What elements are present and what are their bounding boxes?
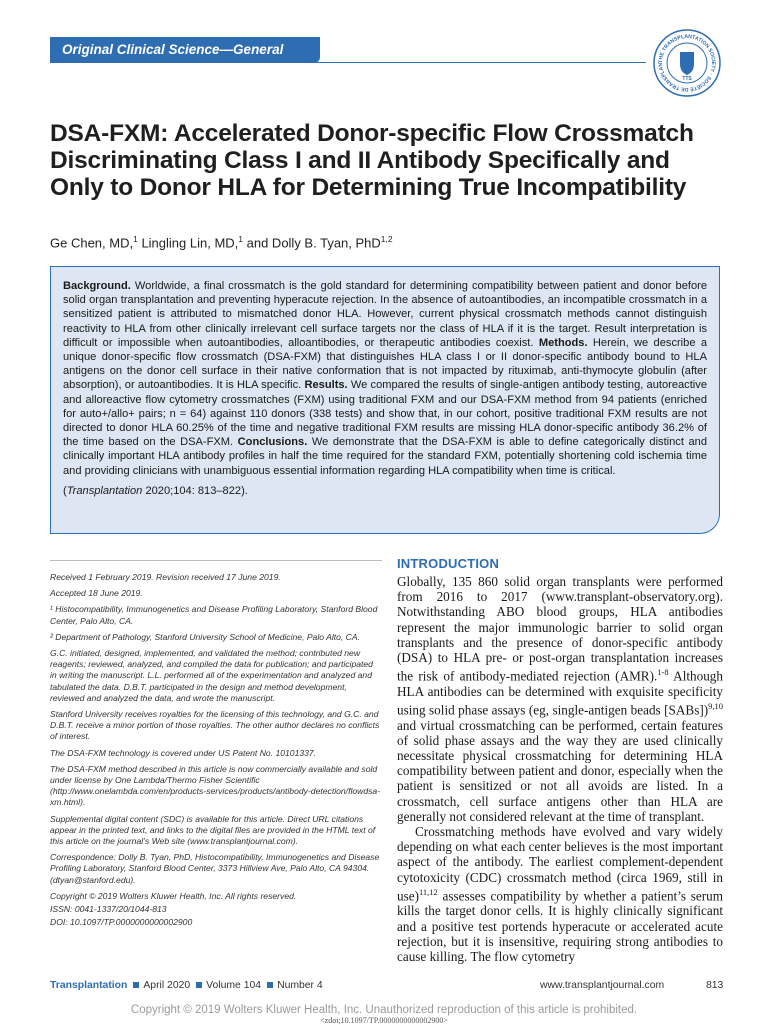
page-number: 813 — [706, 980, 724, 991]
author-1: Ge Chen, MD, — [50, 235, 134, 251]
abstract-methods-label: Methods. — [538, 336, 588, 349]
note-affiliation-1: ¹ Histocompatibility, Immunogenetics and Disease Profiling Laboratory, Stanford Blood Center, Palo Alto, CA. — [50, 604, 378, 626]
note-supplemental: Supplemental digital content (SDC) is available for this article. Direct URL citations appear in the printed text, and links to the digital files are provided in the HTML text of this article on the journal’s Web site (www.transplantjournal.com). — [50, 813, 376, 847]
footer-journal-info — [50, 980, 323, 991]
intro-p1-ref-b: 9,10 — [708, 701, 723, 712]
intro-p1-text-a: Globally, 135 860 solid organ transplants were performed from 2016 to 2017 (www.transplant-observatory.org). Notwithstanding ABO blood groups, HLA antibodies represent the major immunologic barrier to solid organ transplants and the presence of donor-specific antibody (DSA) to HLA pre- or post-organ transplantation increases the risk of antibody-mediated rejection (AMR). — [397, 574, 723, 684]
seal-ring-text: THE TRANSPLANTATION SOCIETY · SOCIÉTÉ DE TRANSPLAN — [657, 33, 717, 93]
square-bullet-icon — [196, 982, 202, 988]
introduction-body — [397, 574, 723, 964]
note-doi: DOI: 10.1097/TP.0000000000002900 — [50, 917, 193, 928]
citation-open: ( — [63, 484, 67, 497]
intro-p1-text-c: and virtual crossmatching can be performed, certain features of solid phase assays and the way they are used clinically necessitate physical crossmatching for determining HLA compatibility between patient and donor, especially when the patient is sensitized or not all avoids are listed. In a crossmatch, cell surface antigens other than HLA are generally not considered relevant at the time of transplant. — [397, 717, 723, 824]
author-1-affiliation: 1 — [133, 234, 138, 244]
article-title: DSA-FXM: Accelerated Donor-specific Flow Crossmatch Discriminating Class I and II Antibody Specifically and Only to Donor HLA for Determining True Incompatibility — [50, 120, 694, 201]
abstract-results-label: Results. — [304, 379, 348, 392]
note-correspondence: Correspondence: Dolly B. Tyan, PhD, Histocompatibility, Immunogenetics and Disease Profiling Laboratory, Stanford Blood Center, 3373 Hillview Ave, Palo Alto, CA 94304. (dtyan@stanford.edu). — [50, 852, 380, 885]
article-notes — [50, 572, 382, 933]
abstract-text — [63, 279, 707, 478]
doi-stamp: <zdoi;10.1097/TP.0000000000002900> — [320, 1016, 448, 1025]
note-license: The DSA-FXM method described in this article is now commercially available and sold under license by One Lambda/Thermo Fisher Scientific (http://www.onelambda.com/en/products-services/products/antibody-detection/flowdsa-xm.html). — [50, 763, 381, 808]
intro-paragraph-2 — [397, 824, 723, 964]
notes-rule — [50, 560, 382, 561]
intro-p1-ref-a: 1-8 — [657, 667, 669, 678]
intro-p2-text-a: Crossmatching methods have evolved and vary widely depending on what each center believes is the most important aspect of the antibody. The earliest complement-dependent cytotoxicity (CDC) crossmatch method (circa 1969, still in use) — [397, 824, 723, 904]
footer-number: Number 4 — [277, 980, 323, 991]
intro-p2-ref-a: 11,12 — [418, 886, 438, 897]
square-bullet-icon — [267, 982, 273, 988]
citation-rest: 2020;104: 813–822). — [142, 484, 248, 497]
note-accepted: Accepted 18 June 2019. — [50, 588, 143, 599]
section-label: Original Clinical Science—General — [50, 37, 320, 63]
seal-center-text: TTS — [682, 76, 692, 82]
header-rule — [50, 62, 646, 63]
intro-paragraph-1 — [397, 574, 723, 824]
footer-volume: Volume 104 — [206, 980, 262, 991]
abstract-results: We compared the results of single-antigen antibody testing, autoreactive and alloreactive flow cytometry crossmatches (FXM) using traditional FXM and our DSA-FXM method from 94 patients (enriched for auto+/allo+ pairs; n = 64) against 110 donors (338 tests) and show that, in our cohort, positive traditional FXM results are not directed to donor HLA 60.25% of the time and negative traditional FXM results are missing HLA donor-specific antibody 36.2% of the time based on the DSA-FXM. — [63, 379, 707, 449]
abstract-box — [50, 266, 720, 534]
note-copyright: Copyright © 2019 Wolters Kluwer Health, Inc. All rights reserved. — [50, 890, 297, 901]
note-affiliation-2: ² Department of Pathology, Stanford University School of Medicine, Palo Alto, CA. — [50, 631, 360, 642]
introduction-heading: INTRODUCTION — [397, 556, 500, 571]
footer-url[interactable]: www.transplantjournal.com — [540, 980, 665, 991]
note-patent: The DSA-FXM technology is covered under US Patent No. 10101337. — [50, 747, 317, 758]
abstract-methods: Herein, we describe a unique donor-specific flow crossmatch (DSA-FXM) that distinguishes HLA class I or II donor-specific antibody bound to HLA antigens on the donor cell surface in their native conformation that is not impacted by rituximab, anti-thymocyte globulin (after absorption), or autoantibodies. It is HLA specific. — [63, 336, 708, 392]
square-bullet-icon — [133, 982, 139, 988]
abstract-conclusions: We demonstrate that the DSA-FXM is able to define categorically distinct and clinically important HLA antibody profiles in half the time required for the standard FXM, potentially shortening cold ischemia time and providing clinicians with unambiguous essential information regarding HLA compatibility when time is critical. — [63, 436, 707, 477]
abstract-background-label: Background. — [63, 280, 131, 292]
author-3-affiliation: 1,2 — [380, 234, 393, 244]
intro-p2-text-b: assesses compatibility by whether a patient’s serum kills the target donor cells. It is highly clinically significant and a positive test portends hyperacute or accelerated acute rejection, but it is insensitive, requiring strong antibodies to cause killing. The flow cytometry — [397, 888, 723, 965]
abstract-citation — [63, 485, 707, 497]
note-issn: ISSN: 0041-1337/20/1044-813 — [50, 904, 167, 915]
note-received: Received 1 February 2019. Revision received 17 June 2019. — [50, 572, 281, 582]
author-3: and Dolly B. Tyan, PhD — [243, 235, 381, 251]
copyright-watermark: Copyright © 2019 Wolters Kluwer Health, Inc. Unauthorized reproduction of this article is prohibited. — [130, 1004, 638, 1016]
abstract-background: Worldwide, a final crossmatch is the gold standard for determining compatibility between patient and donor before solid organ transplantation and preventing hyperacute rejection. In the absence of autoantibodies, an incompatible crossmatch in a sensitized patient is attributed to mismatched donor HLA. However, current physical crossmatch methods cannot distinguish reactivity to HLA from other clinically irrelevant cell surface targets nor the class of HLA if it is the target. Result interpretation is difficult or impossible when autoantibodies, alloantibodies, or therapeutic antibodies coexist. — [63, 280, 707, 349]
abstract-conclusions-label: Conclusions. — [237, 436, 308, 449]
society-seal-icon — [652, 28, 722, 98]
footer-journal: Transplantation — [50, 980, 128, 991]
intro-p1-text-b: Although HLA antibodies can be determined with exquisite specificity using solid phase assays (eg, single-antigen beads [SABs]) — [397, 668, 723, 718]
author-2: Lingling Lin, MD, — [137, 235, 239, 251]
citation-journal: Transplantation — [66, 484, 143, 497]
author-list — [50, 234, 730, 250]
note-contributions: G.C. initiated, designed, implemented, and validated the method; contributed new reagents; reviewed, analyzed, and compiled the data for publication; and participated in writing the manuscript. L.L. performed all of the experimentation and analyzed and tabulated the data. D.B.T. participated in the design and method development, reviewed and analyzed the data, and wrote the manuscript. — [50, 648, 373, 703]
footer-date: April 2020 — [143, 980, 191, 991]
author-2-affiliation: 1 — [238, 234, 244, 244]
note-royalties: Stanford University receives royalties for the licensing of this technology, and G.C. and D.B.T. receive a minor portion of those royalties. The other author declares no conflicts of interest. — [50, 709, 380, 742]
